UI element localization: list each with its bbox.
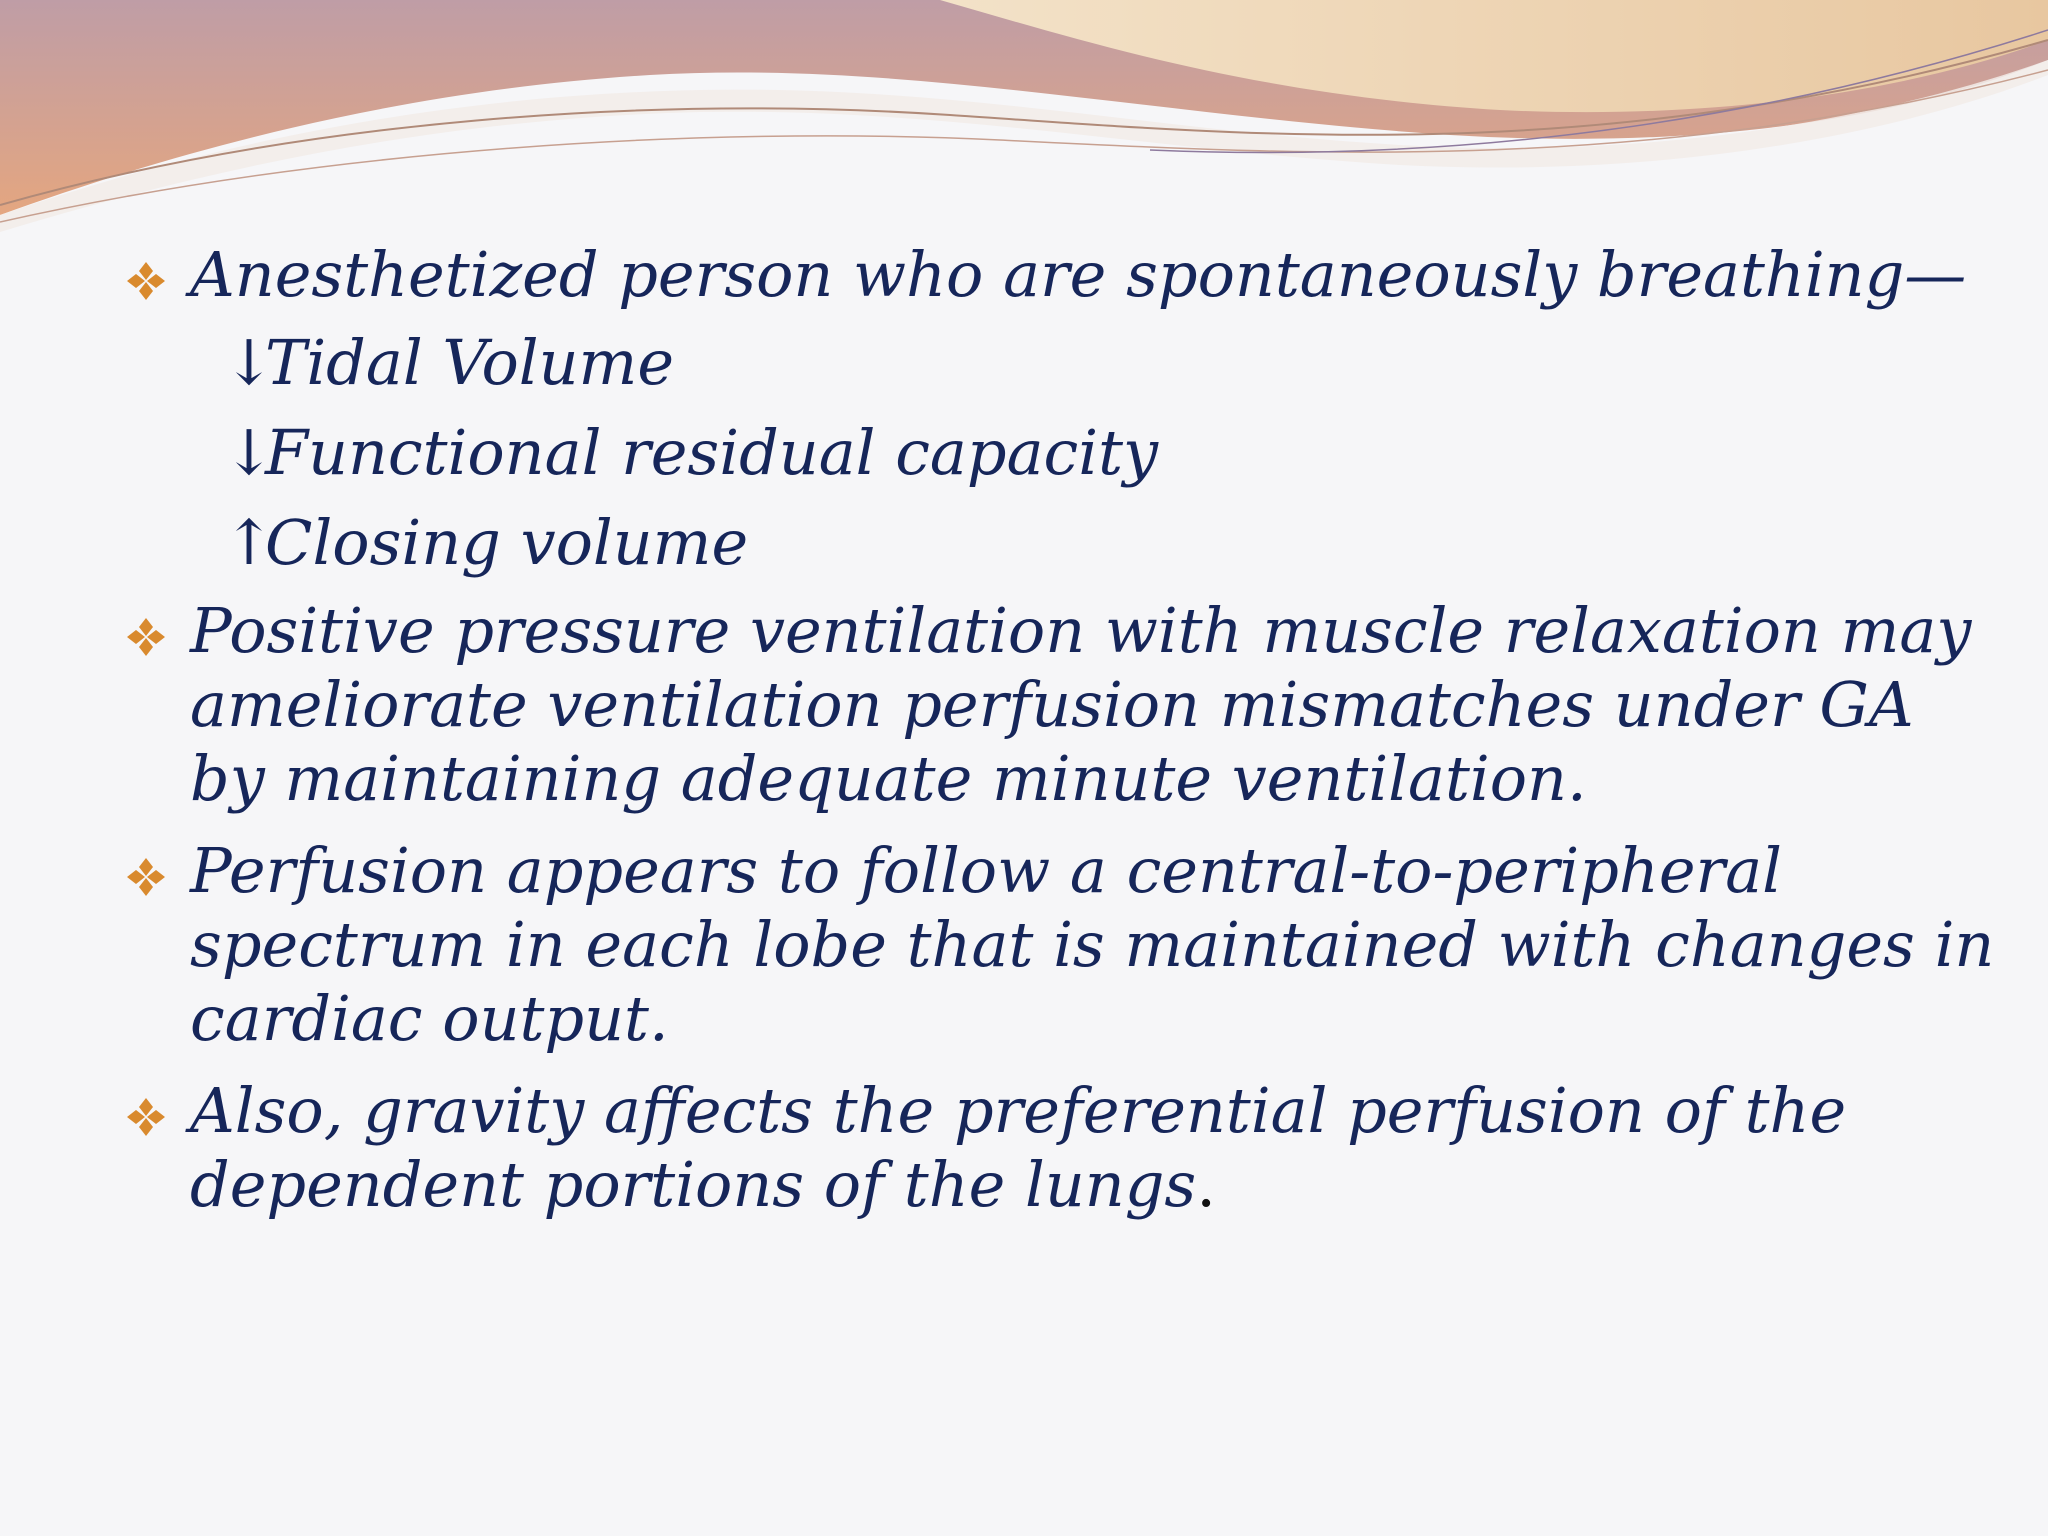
bullet-item [125, 238, 2005, 312]
four-diamond-bullet-icon [125, 856, 167, 898]
sub-item-text: Functional residual capacity [265, 416, 1159, 489]
slide-content [125, 238, 2005, 1222]
four-diamond-bullet-icon [125, 260, 167, 302]
bullet-text [190, 1074, 2005, 1222]
bullet-text-main: Also, gravity affects the preferential perfusion of the dependent portions of the lungs [190, 1074, 1847, 1221]
bullet-item [125, 594, 2005, 816]
bullet-text: Positive pressure ventilation with muscle relaxation may ameliorate ventilation perfusion mismatches under GA by maintaining adequate minute ventilation. [190, 594, 1972, 815]
bullet-text-period: . [1196, 1148, 1216, 1221]
bullet-text: Anesthetized person who are spontaneously breathing— [190, 238, 1967, 311]
four-diamond-bullet-icon [125, 616, 167, 658]
down-arrow-icon: ↓ [223, 326, 275, 399]
sub-item [125, 408, 2005, 498]
bullet-item [125, 834, 2005, 1056]
sub-item [125, 318, 2005, 408]
sub-item-text: Closing volume [265, 506, 749, 579]
down-arrow-icon: ↓ [223, 416, 275, 489]
sub-list [125, 318, 2005, 588]
up-arrow-icon: ↑ [223, 506, 275, 579]
sub-item-text: Tidal Volume [265, 326, 675, 399]
header-wave-decoration [0, 0, 2048, 240]
four-diamond-bullet-icon [125, 1096, 167, 1138]
bullet-item [125, 1074, 2005, 1222]
bullet-text: Perfusion appears to follow a central-to-peripheral spectrum in each lobe that is maintained with changes in cardiac output. [190, 834, 1995, 1055]
sub-item [125, 498, 2005, 588]
